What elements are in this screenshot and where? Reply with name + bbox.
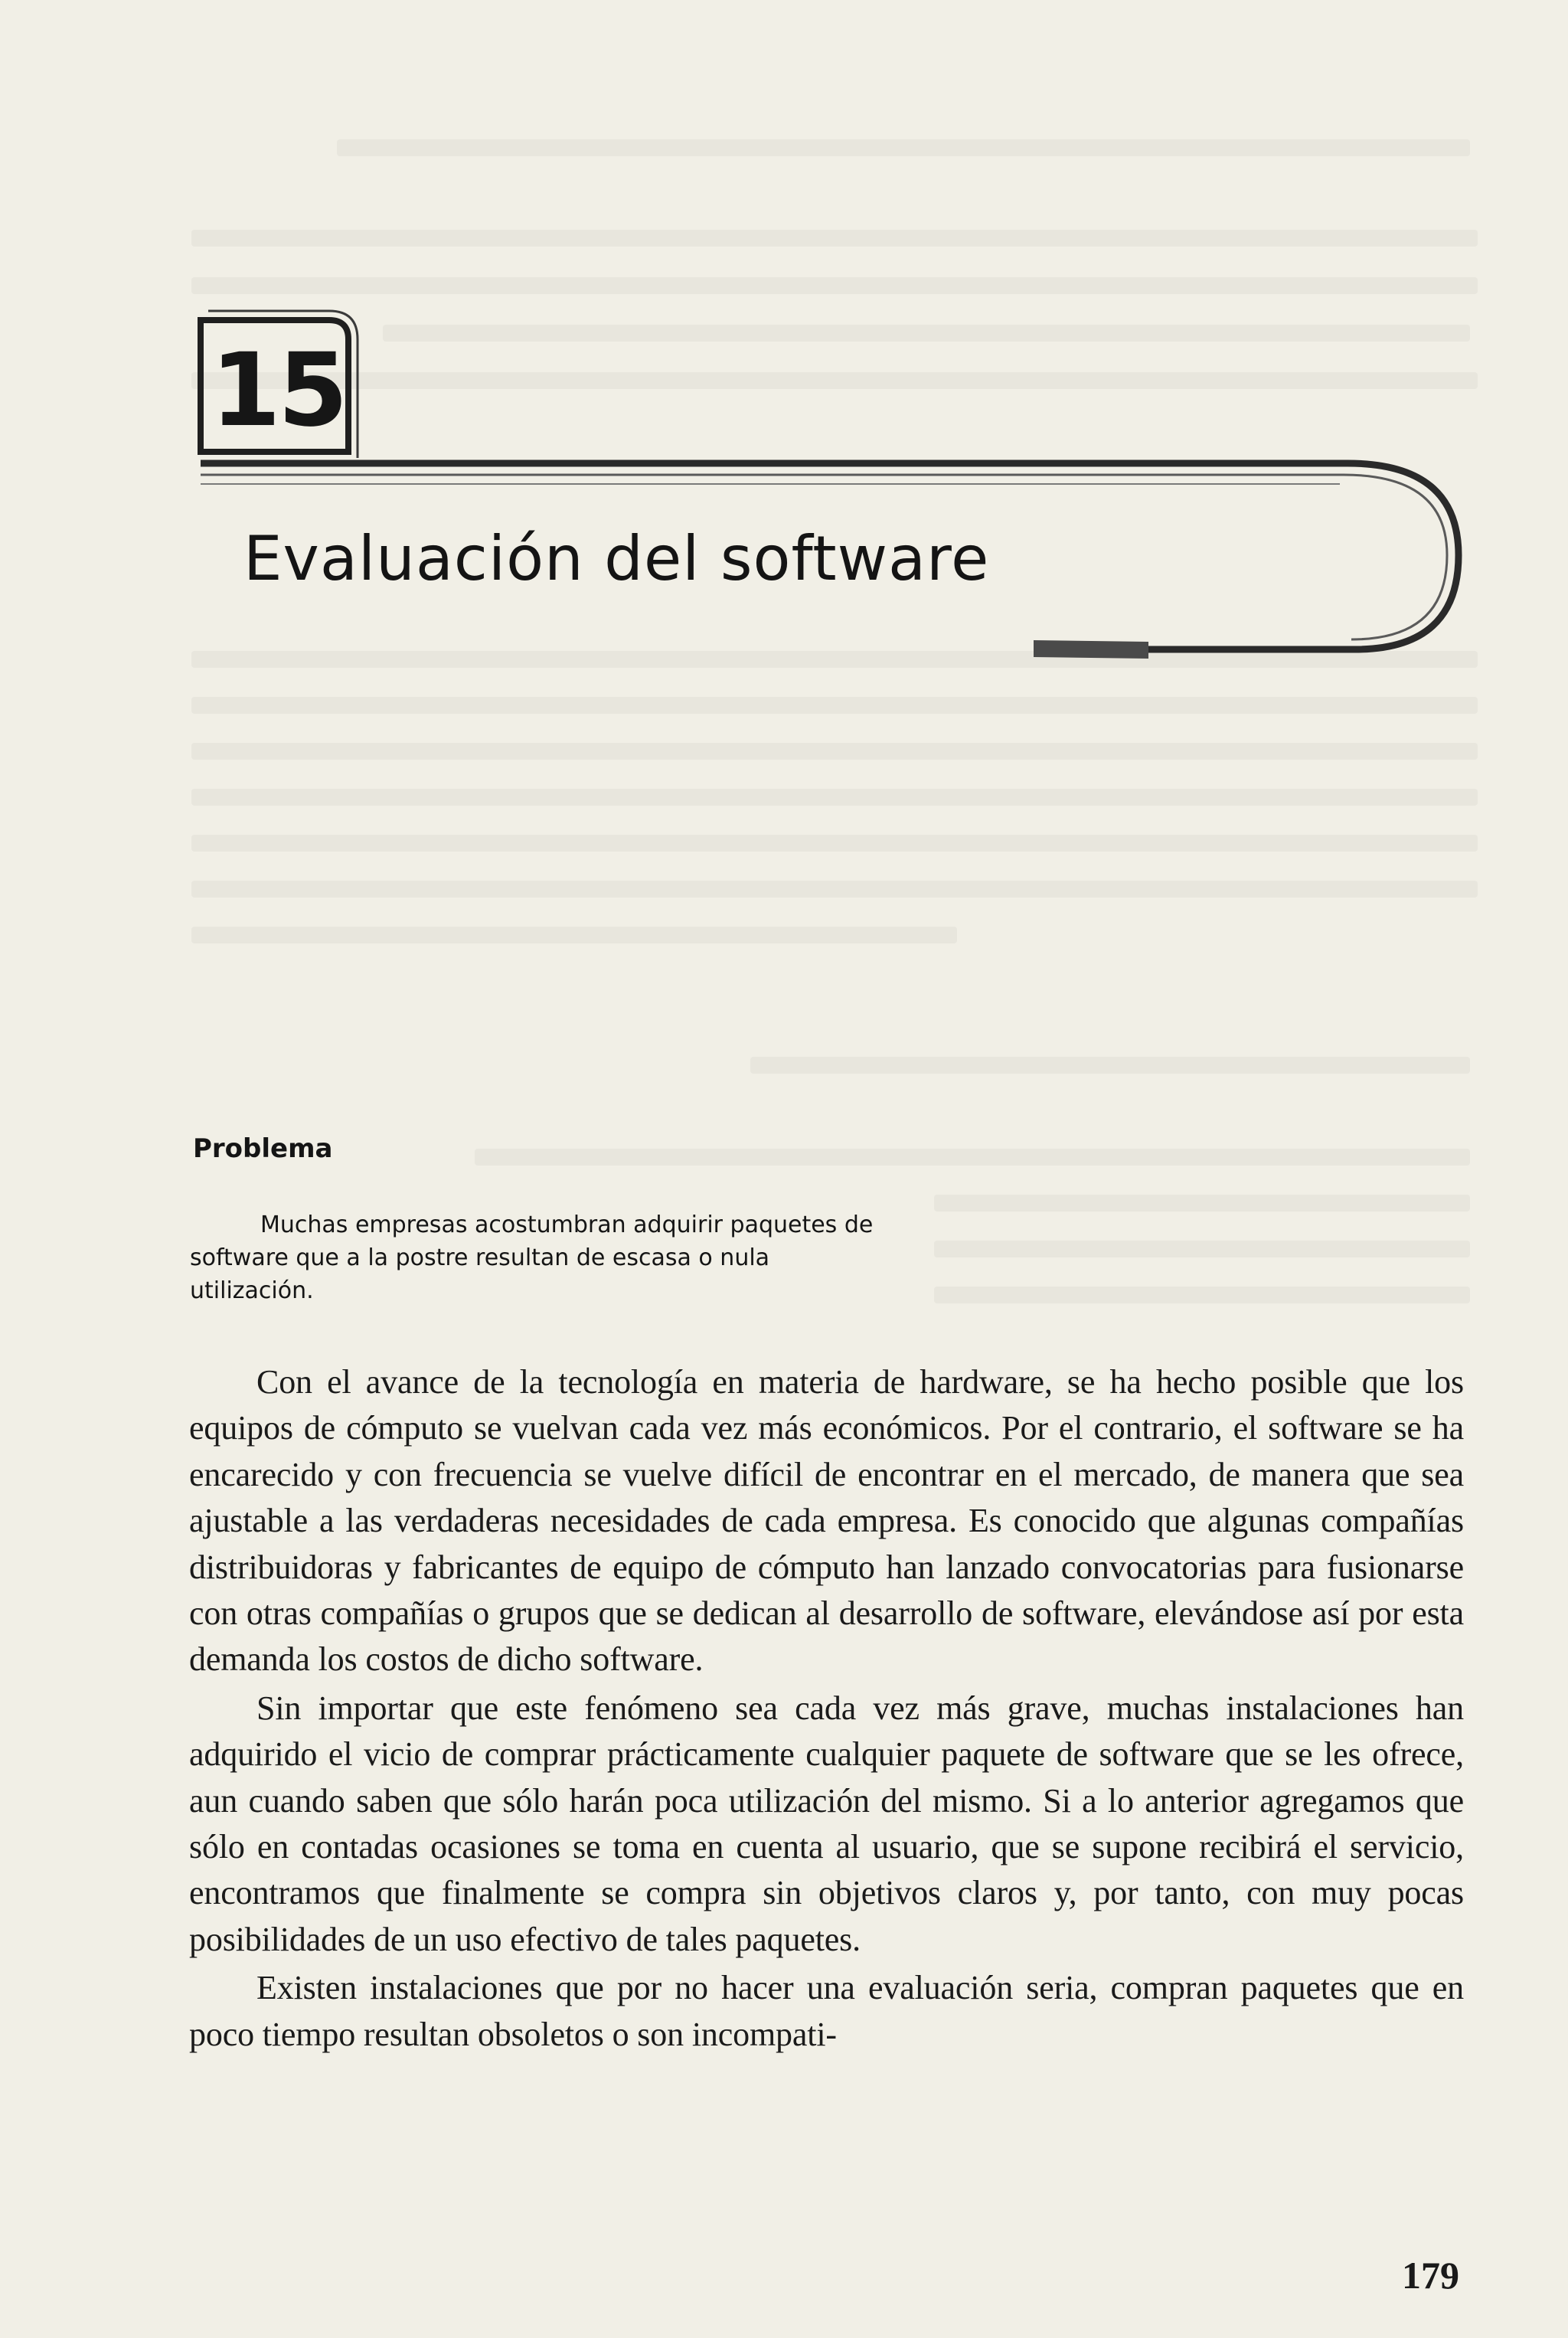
body-paragraph-1: Con el avance de la tecnología en materia de hardware, se ha hecho posible que los equipos de cómputo se vuelvan cada vez más económicos. Por el contrario, el software se ha encarecido y con frecuencia se vuelve difícil de encontrar en el mercado, de manera que sea ajustable a las verdaderas necesidades de cada empresa. Es conocido que algunas compañías distribuidoras y fabricantes de equipo de cómputo han lanzado convocatorias para fusionarse con otras compañías o grupos que se dedican al desarrollo de software, elevándose así por esta demanda los costos de dicho software. <box>189 1363 1464 1679</box>
body-paragraph-2: Sin importar que este fenómeno sea cada vez más grave, muchas instalaciones han adquirido el vicio de comprar prácticamente cualquier paquete de software que se les ofrece, aun cuando saben que sólo harán poca utilización del mismo. Si a lo anterior agregamos que sólo en contadas ocasiones se toma en cuenta al usuario, que se supone recibirá el servicio, encontramos que finalmente se compra sin objetivos claros y, por tanto, con muy pocas posibilidades de un uso efectivo de tales paquetes. <box>189 1689 1464 1958</box>
page-number: 179 <box>1402 2254 1459 2297</box>
body-paragraph-3: Existen instalaciones que por no hacer una evaluación seria, compran paquetes que en poco tiempo resultan obsoletos o son incompati- <box>189 1969 1464 2053</box>
problem-statement: Muchas empresas acostumbran adquirir paquetes de software que a la postre resultan de escasa o nula utilización. <box>190 1212 874 1304</box>
chapter-rule-end <box>1034 640 1148 659</box>
chapter-number: 15 <box>211 332 345 450</box>
chapter-body <box>189 1359 1464 2058</box>
chapter-title: Evaluación del software <box>243 523 990 594</box>
problem-label: Problema <box>193 1133 333 1164</box>
